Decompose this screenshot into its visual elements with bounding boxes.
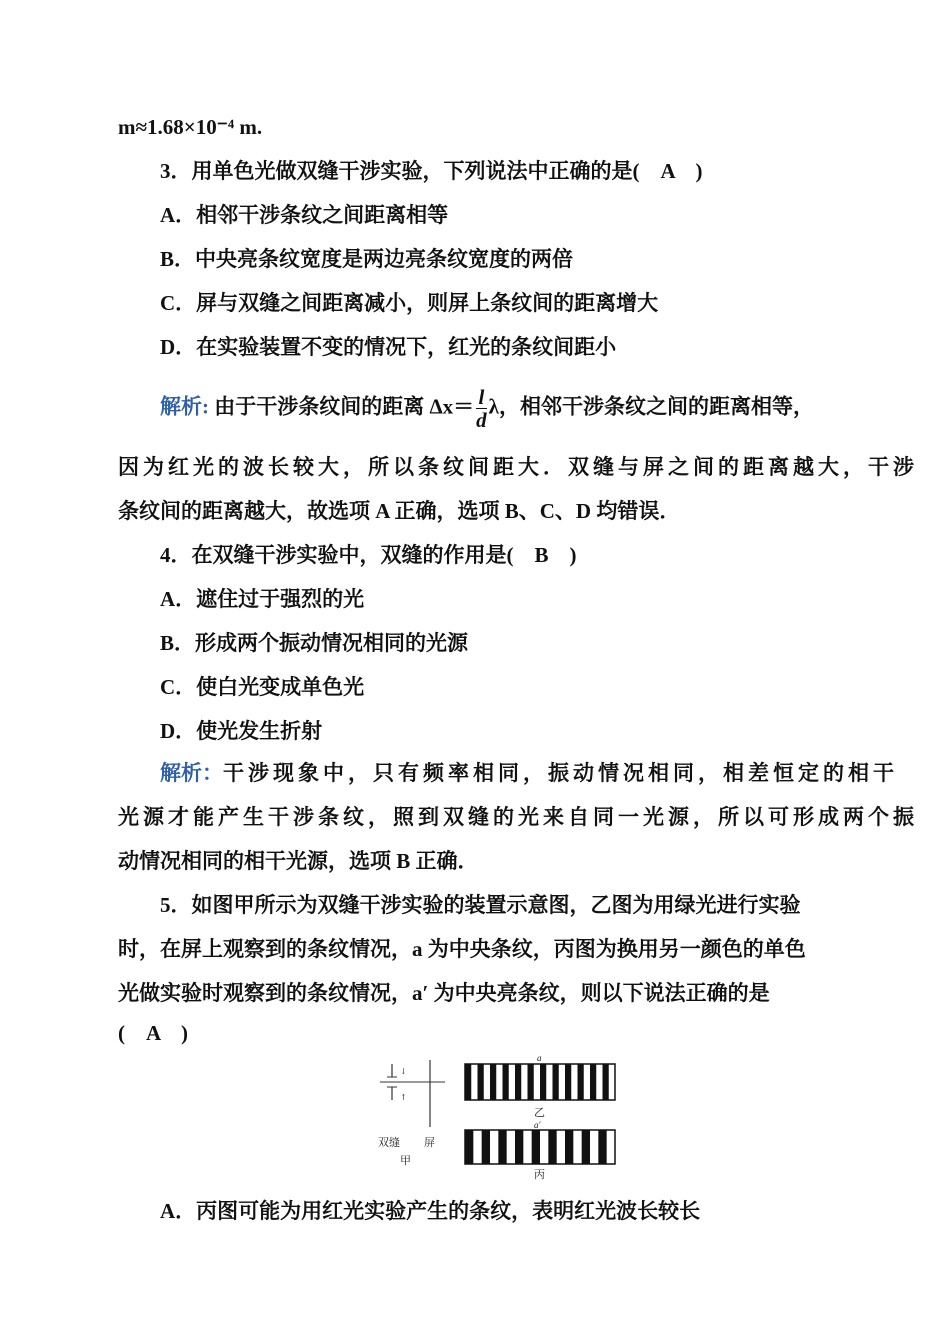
yi-dark-band [503,1064,509,1100]
yi-dark-band [478,1064,484,1100]
q3-option-a: A．相邻干涉条纹之间距离相等 [160,203,449,227]
q3-option-d: D．在实验装置不变的情况下，红光的条纹间距小 [160,335,617,359]
analysis-text: λ，相邻干涉条纹之间的距离相等， [488,394,814,419]
yi-dark-band [540,1064,546,1100]
arrow-down-icon: ↓ [400,1067,407,1076]
q4-option-c: C．使白光变成单色光 [160,675,365,699]
question-4: 4．在双缝干涉实验中，双缝的作用是( B ) [160,543,577,567]
answer-tail: m≈1.68×10⁻⁴ m. [118,115,263,139]
fringe-pattern-bing [465,1130,615,1164]
fraction-l-over-d [476,386,487,431]
analysis-label: 解析： [160,761,223,785]
bing-dark-band [565,1130,573,1164]
q3-option-b: B．中央亮条纹宽度是两边亮条纹宽度的两倍 [160,247,574,271]
q4-option-a: A．遮住过于强烈的光 [160,587,365,611]
q3-analysis-line-2: 因为红光的波长较大，所以条纹间距大．双缝与屏之间的距离越大，干涉 [118,455,918,479]
bing-dark-band [582,1130,590,1164]
label-jia: 甲 [400,1154,411,1167]
yi-dark-band [603,1064,609,1100]
yi-dark-band [528,1064,534,1100]
arrow-up-icon: ↑ [400,1093,407,1102]
analysis-label: 解析: [160,394,209,419]
q5-option-a: A．丙图可能为用红光实验产生的条纹，表明红光波长较长 [160,1199,701,1223]
yi-dark-band [590,1064,596,1100]
question-5-line-4: ( A ) [118,1021,188,1045]
label-a: a [537,1053,542,1063]
yi-dark-band [515,1064,521,1100]
yi-dark-band [565,1064,571,1100]
question-5-line-3: 光做实验时观察到的条纹情况，a′ 为中央亮条纹，则以下说法正确的是 [118,981,770,1005]
label-slit: 双缝 [378,1136,400,1149]
q3-option-c: C．屏与双缝之间距离减小，则屏上条纹间的距离增大 [160,291,659,315]
question-5-line-1: 5．如图甲所示为双缝干涉实验的装置示意图，乙图为用绿光进行实验 [160,893,801,917]
q4-analysis-line-2: 光源才能产生干涉条纹，照到双缝的光来自同一光源，所以可形成两个振 [118,805,918,829]
bing-dark-band [482,1130,490,1164]
analysis-text: 干涉现象中，只有频率相同，振动情况相同，相差恒定的相干 [223,761,898,785]
bing-dark-band [515,1130,523,1164]
question-3: 3．用单色光做双缝干涉实验，下列说法中正确的是( A ) [160,159,703,183]
label-screen: 屏 [424,1136,435,1149]
q4-analysis-line-3: 动情况相同的相干光源，选项 B 正确． [118,849,479,873]
yi-dark-band [578,1064,584,1100]
bing-dark-band [598,1130,606,1164]
yi-dark-band [553,1064,559,1100]
q4-analysis-line-1 [160,758,898,788]
bing-dark-band [548,1130,556,1164]
label-a-prime: a′ [534,1120,541,1130]
fringe-pattern-yi [465,1064,615,1100]
q4-option-d: D．使光发生折射 [160,719,323,743]
apparatus-diagram [378,1060,445,1167]
analysis-text: 由于干涉条纹间的距离 Δx＝ [214,394,475,419]
yi-dark-band [465,1064,471,1100]
label-yi: 乙 [534,1106,545,1119]
yi-dark-band [490,1064,496,1100]
fraction-denominator: d [476,408,487,432]
label-bing: 丙 [534,1168,545,1181]
bing-dark-band [465,1130,473,1164]
interference-figure [370,1052,620,1182]
bing-dark-band [532,1130,540,1164]
q3-analysis-line-1 [160,386,840,431]
fraction-numerator: l [476,386,487,409]
question-5-line-2: 时，在屏上观察到的条纹情况，a 为中央条纹，丙图为换用另一颜色的单色 [118,937,806,961]
bing-dark-band [498,1130,506,1164]
q4-option-b: B．形成两个振动情况相同的光源 [160,631,469,655]
q3-analysis-line-3: 条纹间的距离越大，故选项 A 正确，选项 B、C、D 均错误． [118,499,681,523]
